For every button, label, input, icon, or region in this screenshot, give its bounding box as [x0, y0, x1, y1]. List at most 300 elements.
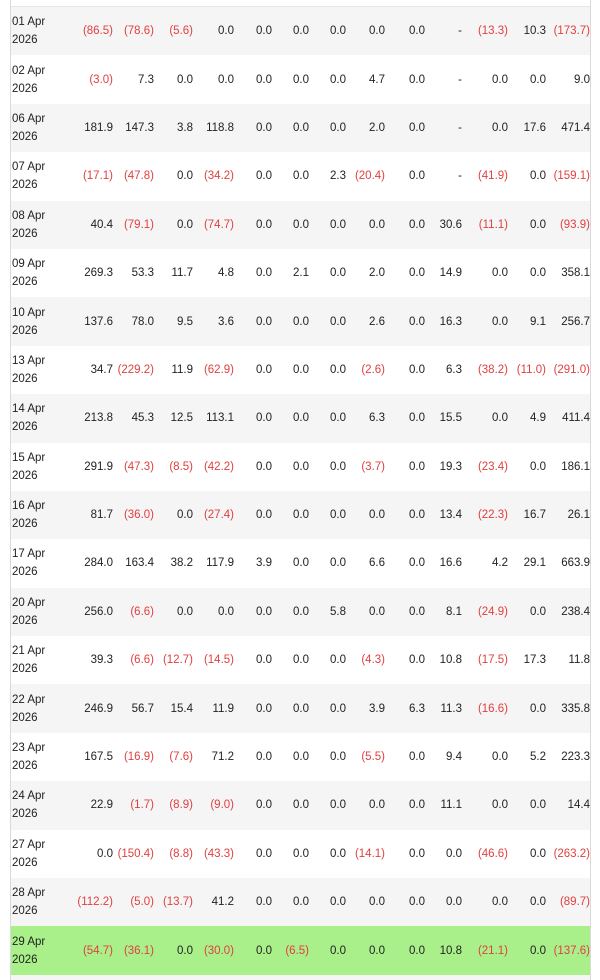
value-cell: 0.0	[309, 249, 346, 297]
value-cell: 0.0	[234, 7, 272, 55]
value-cell: 39.3	[73, 636, 113, 684]
value-cell: 291.9	[73, 443, 113, 491]
value-cell: 0.0	[309, 7, 346, 55]
value-cell: 19.3	[425, 443, 462, 491]
value-cell: 0.0	[462, 878, 508, 926]
table-row	[11, 781, 590, 829]
table-row	[11, 394, 590, 442]
value-cell: 53.3	[113, 249, 154, 297]
value-cell: 0.0	[272, 830, 309, 878]
value-cell: (16.6)	[462, 684, 508, 732]
value-cell: 0.0	[309, 830, 346, 878]
value-cell: 0.0	[272, 443, 309, 491]
value-cell: 0.0	[272, 781, 309, 829]
value-cell: (6.6)	[113, 636, 154, 684]
value-cell: 30.6	[425, 201, 462, 249]
value-cell: 0.0	[193, 55, 234, 103]
value-cell: 11.9	[154, 346, 193, 394]
value-cell: 9.0	[546, 55, 590, 103]
value-cell: 213.8	[73, 394, 113, 442]
value-cell: 71.2	[193, 733, 234, 781]
value-cell: 113.1	[193, 394, 234, 442]
value-cell: 11.1	[425, 781, 462, 829]
value-cell: 0.0	[309, 781, 346, 829]
value-cell: (17.1)	[73, 152, 113, 200]
value-cell: (47.8)	[113, 152, 154, 200]
value-cell: 0.0	[385, 539, 425, 587]
value-cell: 0.0	[346, 491, 385, 539]
value-cell: 0.0	[234, 830, 272, 878]
value-cell: (47.3)	[113, 443, 154, 491]
value-cell: 0.0	[385, 152, 425, 200]
empty-cell	[508, 975, 546, 980]
value-cell: 0.0	[272, 878, 309, 926]
value-cell: (21.1)	[462, 926, 508, 974]
table-row	[11, 104, 590, 152]
value-cell: 0.0	[154, 588, 193, 636]
value-cell: (229.2)	[113, 346, 154, 394]
value-cell: 0.0	[272, 346, 309, 394]
value-cell: (137.6)	[546, 926, 590, 974]
value-cell: (112.2)	[73, 878, 113, 926]
table-row	[11, 201, 590, 249]
value-cell: (5.6)	[154, 7, 193, 55]
value-cell: 7.3	[113, 55, 154, 103]
value-cell: 13.4	[425, 491, 462, 539]
empty-cell	[11, 975, 73, 980]
value-cell: 0.0	[234, 55, 272, 103]
table-row	[11, 588, 590, 636]
value-cell: 4.7	[346, 55, 385, 103]
value-cell: (8.9)	[154, 781, 193, 829]
value-cell: 0.0	[508, 926, 546, 974]
date-cell: 06 Apr 2026	[11, 104, 73, 152]
value-cell: (3.0)	[73, 55, 113, 103]
value-cell: (74.7)	[193, 201, 234, 249]
value-cell: 29.1	[508, 539, 546, 587]
value-cell: 0.0	[234, 249, 272, 297]
table-row	[11, 636, 590, 684]
value-cell: 0.0	[234, 926, 272, 974]
empty-cell	[193, 975, 234, 980]
value-cell: 137.6	[73, 297, 113, 345]
value-cell: 81.7	[73, 491, 113, 539]
table-row	[11, 830, 590, 878]
value-cell: 256.0	[73, 588, 113, 636]
value-cell: 0.0	[508, 443, 546, 491]
value-cell: (46.6)	[462, 830, 508, 878]
value-cell: 0.0	[193, 588, 234, 636]
value-cell: 0.0	[346, 878, 385, 926]
value-cell: 56.7	[113, 684, 154, 732]
value-cell: 186.1	[546, 443, 590, 491]
table-row	[11, 539, 590, 587]
empty-cell	[385, 975, 425, 980]
value-cell: 0.0	[508, 201, 546, 249]
value-cell: 26.1	[546, 491, 590, 539]
value-cell: 0.0	[462, 249, 508, 297]
value-cell: (34.2)	[193, 152, 234, 200]
empty-cell	[546, 975, 590, 980]
value-cell: 167.5	[73, 733, 113, 781]
value-cell: (5.5)	[346, 733, 385, 781]
value-cell: 0.0	[508, 781, 546, 829]
table-row	[11, 733, 590, 781]
value-cell: 0.0	[385, 104, 425, 152]
value-cell: 246.9	[73, 684, 113, 732]
value-cell: 45.3	[113, 394, 154, 442]
date-cell: 07 Apr 2026	[11, 152, 73, 200]
value-cell: 15.5	[425, 394, 462, 442]
date-cell: 27 Apr 2026	[11, 830, 73, 878]
value-cell: 0.0	[154, 55, 193, 103]
value-cell: 0.0	[462, 104, 508, 152]
value-cell: 40.4	[73, 201, 113, 249]
value-cell: (17.5)	[462, 636, 508, 684]
value-cell: 9.4	[425, 733, 462, 781]
value-cell: 4.9	[508, 394, 546, 442]
value-cell: 0.0	[309, 346, 346, 394]
value-cell: (11.1)	[462, 201, 508, 249]
empty-cell	[462, 975, 508, 980]
value-cell: 411.4	[546, 394, 590, 442]
value-cell: 118.8	[193, 104, 234, 152]
value-cell: 2.3	[309, 152, 346, 200]
value-cell: 3.9	[234, 539, 272, 587]
value-cell: 0.0	[346, 201, 385, 249]
value-cell: (79.1)	[113, 201, 154, 249]
empty-cell	[346, 975, 385, 980]
empty-cell	[425, 975, 462, 980]
table-row-highlighted	[11, 926, 590, 974]
value-cell: 9.1	[508, 297, 546, 345]
date-cell: 29 Apr 2026	[11, 926, 73, 974]
value-cell: 78.0	[113, 297, 154, 345]
value-cell: (62.9)	[193, 346, 234, 394]
date-cell: 01 Apr 2026	[11, 7, 73, 55]
value-cell: (9.0)	[193, 781, 234, 829]
table-body	[11, 7, 590, 980]
value-cell: 0.0	[385, 394, 425, 442]
value-cell: 0.0	[234, 878, 272, 926]
value-cell: 147.3	[113, 104, 154, 152]
value-cell: 0.0	[385, 249, 425, 297]
value-cell: (78.6)	[113, 7, 154, 55]
value-cell: 0.0	[385, 7, 425, 55]
value-cell: 0.0	[508, 249, 546, 297]
value-cell: (13.3)	[462, 7, 508, 55]
value-cell: 0.0	[234, 346, 272, 394]
table-row	[11, 684, 590, 732]
table-row	[11, 297, 590, 345]
value-cell: 0.0	[309, 491, 346, 539]
value-cell: 16.3	[425, 297, 462, 345]
value-cell: 0.0	[234, 733, 272, 781]
value-cell: 6.6	[346, 539, 385, 587]
date-cell: 16 Apr 2026	[11, 491, 73, 539]
value-cell: 12.5	[154, 394, 193, 442]
value-cell: 0.0	[309, 297, 346, 345]
value-cell: 0.0	[272, 152, 309, 200]
value-cell: 0.0	[73, 830, 113, 878]
date-cell: 13 Apr 2026	[11, 346, 73, 394]
empty-cell	[272, 975, 309, 980]
date-cell: 24 Apr 2026	[11, 781, 73, 829]
value-cell: -	[425, 104, 462, 152]
value-cell: 0.0	[272, 7, 309, 55]
value-cell: 11.7	[154, 249, 193, 297]
value-cell: 0.0	[272, 684, 309, 732]
date-cell: 20 Apr 2026	[11, 588, 73, 636]
table-row	[11, 878, 590, 926]
value-cell: 10.3	[508, 7, 546, 55]
value-cell: 269.3	[73, 249, 113, 297]
date-cell: 02 Apr 2026	[11, 55, 73, 103]
value-cell: (14.5)	[193, 636, 234, 684]
table-row	[11, 491, 590, 539]
value-cell: (6.5)	[272, 926, 309, 974]
value-cell: 0.0	[309, 201, 346, 249]
value-cell: 17.3	[508, 636, 546, 684]
value-cell: (11.0)	[508, 346, 546, 394]
value-cell: 0.0	[385, 491, 425, 539]
value-cell: 0.0	[154, 201, 193, 249]
table-row	[11, 346, 590, 394]
value-cell: -	[425, 152, 462, 200]
value-cell: 0.0	[385, 830, 425, 878]
value-cell: 3.8	[154, 104, 193, 152]
value-cell: 0.0	[508, 830, 546, 878]
value-cell: (159.1)	[546, 152, 590, 200]
empty-cell	[73, 975, 113, 980]
value-cell: 0.0	[385, 201, 425, 249]
value-cell: 0.0	[425, 830, 462, 878]
value-cell: (7.6)	[154, 733, 193, 781]
value-cell: 0.0	[385, 588, 425, 636]
value-cell: (1.7)	[113, 781, 154, 829]
value-cell: (93.9)	[546, 201, 590, 249]
date-cell: 22 Apr 2026	[11, 684, 73, 732]
value-cell: 0.0	[272, 588, 309, 636]
empty-cell	[154, 975, 193, 980]
table-row	[11, 249, 590, 297]
table-row	[11, 7, 590, 55]
value-cell: (22.3)	[462, 491, 508, 539]
value-cell: (6.6)	[113, 588, 154, 636]
value-cell: (36.1)	[113, 926, 154, 974]
value-cell: (12.7)	[154, 636, 193, 684]
value-cell: 2.0	[346, 249, 385, 297]
table-row-partial	[11, 975, 590, 980]
value-cell: (43.3)	[193, 830, 234, 878]
value-cell: 0.0	[234, 588, 272, 636]
value-cell: (4.3)	[346, 636, 385, 684]
value-cell: 0.0	[309, 55, 346, 103]
value-cell: 0.0	[309, 684, 346, 732]
value-cell: 181.9	[73, 104, 113, 152]
date-cell: 23 Apr 2026	[11, 733, 73, 781]
value-cell: 0.0	[234, 297, 272, 345]
value-cell: (3.7)	[346, 443, 385, 491]
value-cell: -	[425, 7, 462, 55]
value-cell: -	[425, 55, 462, 103]
value-cell: 0.0	[272, 297, 309, 345]
value-cell: 0.0	[508, 588, 546, 636]
date-cell: 09 Apr 2026	[11, 249, 73, 297]
value-cell: 117.9	[193, 539, 234, 587]
value-cell: (54.7)	[73, 926, 113, 974]
value-cell: 6.3	[425, 346, 462, 394]
value-cell: 11.3	[425, 684, 462, 732]
value-cell: 4.8	[193, 249, 234, 297]
value-cell: 2.0	[346, 104, 385, 152]
value-cell: 38.2	[154, 539, 193, 587]
value-cell: 0.0	[309, 636, 346, 684]
value-cell: (14.1)	[346, 830, 385, 878]
value-cell: 14.9	[425, 249, 462, 297]
value-cell: 0.0	[385, 346, 425, 394]
value-cell: 0.0	[462, 733, 508, 781]
value-cell: 0.0	[309, 733, 346, 781]
value-cell: 0.0	[346, 926, 385, 974]
value-cell: 8.1	[425, 588, 462, 636]
value-cell: 2.1	[272, 249, 309, 297]
date-cell: 15 Apr 2026	[11, 443, 73, 491]
value-cell: 0.0	[462, 394, 508, 442]
value-cell: 9.5	[154, 297, 193, 345]
table-row	[11, 152, 590, 200]
value-cell: 17.6	[508, 104, 546, 152]
value-cell: 358.1	[546, 249, 590, 297]
value-cell: 0.0	[385, 878, 425, 926]
value-cell: (20.4)	[346, 152, 385, 200]
value-cell: 0.0	[309, 394, 346, 442]
value-cell: 5.8	[309, 588, 346, 636]
value-cell: 0.0	[272, 636, 309, 684]
value-cell: 0.0	[346, 7, 385, 55]
value-cell: 238.4	[546, 588, 590, 636]
value-cell: (41.9)	[462, 152, 508, 200]
value-cell: 0.0	[385, 926, 425, 974]
flows-table-container	[10, 0, 591, 980]
value-cell: (263.2)	[546, 830, 590, 878]
value-cell: (8.8)	[154, 830, 193, 878]
value-cell: (291.0)	[546, 346, 590, 394]
value-cell: 3.9	[346, 684, 385, 732]
value-cell: 0.0	[234, 201, 272, 249]
date-cell: 17 Apr 2026	[11, 539, 73, 587]
value-cell: 0.0	[234, 781, 272, 829]
value-cell: 16.6	[425, 539, 462, 587]
value-cell: 0.0	[508, 878, 546, 926]
value-cell: (8.5)	[154, 443, 193, 491]
value-cell: 0.0	[346, 781, 385, 829]
value-cell: 41.2	[193, 878, 234, 926]
value-cell: 335.8	[546, 684, 590, 732]
date-cell: 08 Apr 2026	[11, 201, 73, 249]
value-cell: 0.0	[234, 636, 272, 684]
value-cell: 0.0	[385, 781, 425, 829]
value-cell: 22.9	[73, 781, 113, 829]
value-cell: (13.7)	[154, 878, 193, 926]
empty-cell	[234, 975, 272, 980]
value-cell: 0.0	[309, 443, 346, 491]
value-cell: 256.7	[546, 297, 590, 345]
value-cell: 34.7	[73, 346, 113, 394]
value-cell: 6.3	[385, 684, 425, 732]
value-cell: 11.9	[193, 684, 234, 732]
empty-cell	[113, 975, 154, 980]
value-cell: 0.0	[272, 733, 309, 781]
date-cell: 10 Apr 2026	[11, 297, 73, 345]
value-cell: 6.3	[346, 394, 385, 442]
value-cell: (24.9)	[462, 588, 508, 636]
value-cell: 0.0	[272, 491, 309, 539]
value-cell: 163.4	[113, 539, 154, 587]
value-cell: (2.6)	[346, 346, 385, 394]
value-cell: 0.0	[508, 684, 546, 732]
value-cell: 3.6	[193, 297, 234, 345]
value-cell: 223.3	[546, 733, 590, 781]
value-cell: 0.0	[385, 443, 425, 491]
value-cell: 0.0	[309, 878, 346, 926]
value-cell: 284.0	[73, 539, 113, 587]
date-cell: 21 Apr 2026	[11, 636, 73, 684]
value-cell: (42.2)	[193, 443, 234, 491]
value-cell: (30.0)	[193, 926, 234, 974]
table-row	[11, 55, 590, 103]
value-cell: 0.0	[234, 443, 272, 491]
date-cell: 28 Apr 2026	[11, 878, 73, 926]
value-cell: 0.0	[385, 55, 425, 103]
value-cell: 0.0	[462, 781, 508, 829]
value-cell: 4.2	[462, 539, 508, 587]
value-cell: 0.0	[462, 297, 508, 345]
value-cell: 2.6	[346, 297, 385, 345]
value-cell: (27.4)	[193, 491, 234, 539]
value-cell: 0.0	[385, 297, 425, 345]
value-cell: 0.0	[234, 152, 272, 200]
value-cell: 0.0	[462, 55, 508, 103]
value-cell: (173.7)	[546, 7, 590, 55]
value-cell: 0.0	[234, 684, 272, 732]
value-cell: 0.0	[272, 539, 309, 587]
value-cell: (5.0)	[113, 878, 154, 926]
empty-cell	[309, 975, 346, 980]
value-cell: 10.8	[425, 926, 462, 974]
value-cell: 663.9	[546, 539, 590, 587]
value-cell: 0.0	[154, 152, 193, 200]
value-cell: (23.4)	[462, 443, 508, 491]
value-cell: 0.0	[234, 491, 272, 539]
value-cell: 0.0	[234, 104, 272, 152]
value-cell: 0.0	[309, 104, 346, 152]
value-cell: 10.8	[425, 636, 462, 684]
value-cell: (38.2)	[462, 346, 508, 394]
value-cell: 11.8	[546, 636, 590, 684]
value-cell: 0.0	[154, 491, 193, 539]
value-cell: 0.0	[272, 201, 309, 249]
value-cell: 0.0	[272, 55, 309, 103]
value-cell: 0.0	[272, 394, 309, 442]
daily-flows-table	[11, 7, 590, 980]
value-cell: 15.4	[154, 684, 193, 732]
value-cell: 471.4	[546, 104, 590, 152]
value-cell: 16.7	[508, 491, 546, 539]
value-cell: 14.4	[546, 781, 590, 829]
value-cell: 0.0	[154, 926, 193, 974]
value-cell: (86.5)	[73, 7, 113, 55]
